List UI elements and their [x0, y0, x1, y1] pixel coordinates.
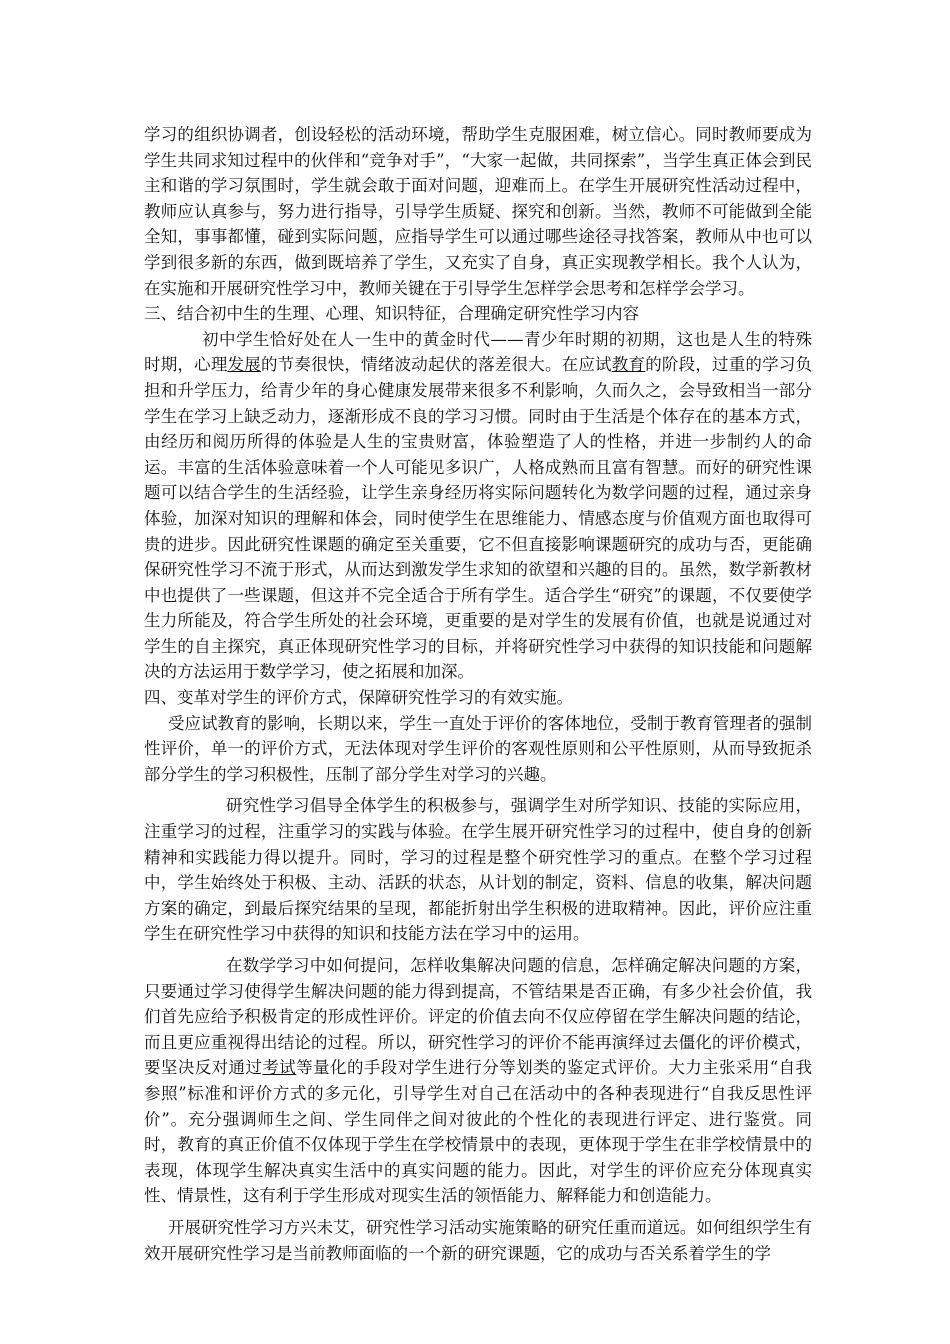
paragraph-teacher-role: 学习的组织协调者，创设轻松的活动环境，帮助学生克服困难，树立信心。同时教师要成为学生共同求知过程中的伙伴和“竞争对手”，“大家一起做，共同探索”，当学生真正体会到民主和谐的学习氛围时，学生就会敢于面对问题，迎难而上。在学生开展研究性活动过程中，教师应认真参与，努力进行指导，引导学生质疑、探究和创新。当然，教师不可能做到全能全知，事事都懂，碰到实际问题，应指导学生可以通过哪些途径寻找答案，教师从中也可以学到很多新的东西，做到既培养了学生，又充实了自身，真正实现教学相长。我个人认为，在实施和开展研究性学习中，教师关键在于引导学生怎样学会思考和怎样学会学习。 — [144, 125, 812, 298]
link-development[interactable]: 发展 — [227, 355, 261, 375]
link-education[interactable]: 教育 — [611, 355, 646, 375]
text-run: 在数学学习中如何提问，怎样收集解决问题的信息，怎样确定解决问题的方案，只要通过学习使得学生解决问题的能力得到提高，不管结果是否正确，有多少社会价值，我们首先应给予积极肯定的形成性评价。评定的价值去向不仅应停留在学生解决问题的结论，而且更应重视得出结论的过程。所以，研究性学习的评价不能再演绎过去僵化的评价模式，要坚决反对通过 — [144, 956, 812, 1078]
document-page — [144, 122, 812, 1266]
text-run: 的节奏很快，情绪波动起伏的落差很大。在应试 — [260, 355, 612, 375]
paragraph-exam-influence: 受应试教育的影响，长期以来，学生一直处于评价的客体地位，受制于教育管理者的强制性评价，单一的评价方式，无法体现对学生评价的客观性原则和公平性原则，从而导致扼杀部分学生的学习积极性，压制了部分学生对学习的兴趣。 — [144, 713, 812, 784]
text-run: 等量化的手段对学生进行分等划类的鉴定式评价。大力主张采用“自我参照”标准和评价方式的多元化，引导学生对自己在活动中的各种表现进行“自我反思性评价”。充分强调师生之间、学生同伴之间对彼此的个性化的表现进行评定、进行鉴赏。同时，教育的真正价值不仅体现于学生在学校情景中的表现，更体现于学生在非学校情景中的表现，体现学生解决真实生活中的真实问题的能力。因此，对学生的评价应充分体现真实性、情景性，这有利于学生形成对现实生活的领悟能力、解释能力和创造能力。 — [144, 1058, 813, 1206]
paragraph-junior-students — [144, 327, 812, 685]
section-heading-3: 三、结合初中生的生理、心理、知识特征，合理确定研究性学习内容 — [144, 304, 639, 324]
text-run: 的阶段，过重的学习负担和升学压力，给青少年的身心健康发展带来很多不利影响，久而久之，会导致相当一部分学生在学习上缺乏动力，逐渐形成不良的学习习惯。同时由于生活是个体存在的基本方式，由经历和阅历所得的体验是人生的宝贵财富，体验塑造了人的性格，并进一步制约人的命运。丰富的生活体验意味着一个人可能见多识广，人格成熟而且富有智慧。而好的研究性课题可以结合学生的生活经验，让学生亲身经历将实际问题转化为数学问题的过程，通过亲身体验，加深对知识的理解和体会，同时使学生在思维能力、情感态度与价值观方面也取得可贵的进步。因此研究性课题的确定至关重要，它不但直接影响课题研究的成功与否，更能确保研究性学习不流于形式，从而达到激发学生求知的欲望和兴趣的目的。虽然，数学新教材中也提供了一些课题，但这并不完全适合于所有学生。适合学生“研究”的课题，不仅要使学生力所能及，符合学生所处的社会环境，更重要的是对学生的发展有价值，也就是说通过对学生的自主探究，真正体现研究性学习的目标，并将研究性学习中获得的知识技能和问题解决的方法运用于数学学习，使之拓展和加深。 — [144, 355, 813, 682]
paragraph-evaluation — [144, 953, 812, 1209]
link-exam[interactable]: 考试 — [262, 1058, 297, 1078]
text-run: 初中学生恰好处在人一生中的黄金时代——青少年时期的初期，这也是人生的特殊时期，心理 — [144, 329, 812, 375]
section-heading-4: 四、变革对学生的评价方式，保障研究性学习的有效实施。 — [144, 688, 573, 708]
paragraph-research-learning: 研究性学习倡导全体学生的积极参与，强调学生对所学知识、技能的实际应用，注重学习的过程，注重学习的实践与体验。在学生展开研究性学习的过程中，使自身的创新精神和实践能力得以提升。同时，学习的过程是整个研究性学习的重点。在整个学习过程中，学生始终处于积极、主动、活跃的状态，从计划的制定，资料、信息的收集，解决问题方案的确定，到最后探究结果的呈现，都能折射出学生积极的进取精神。因此，评价应注重学生在研究性学习中获得的知识和技能方法在学习中的运用。 — [144, 796, 812, 944]
paragraph-conclusion: 开展研究性学习方兴未艾，研究性学习活动实施策略的研究任重而道远。如何组织学生有效开展研究性学习是当前教师面临的一个新的研究课题，它的成功与否关系着学生的学 — [144, 1217, 812, 1263]
